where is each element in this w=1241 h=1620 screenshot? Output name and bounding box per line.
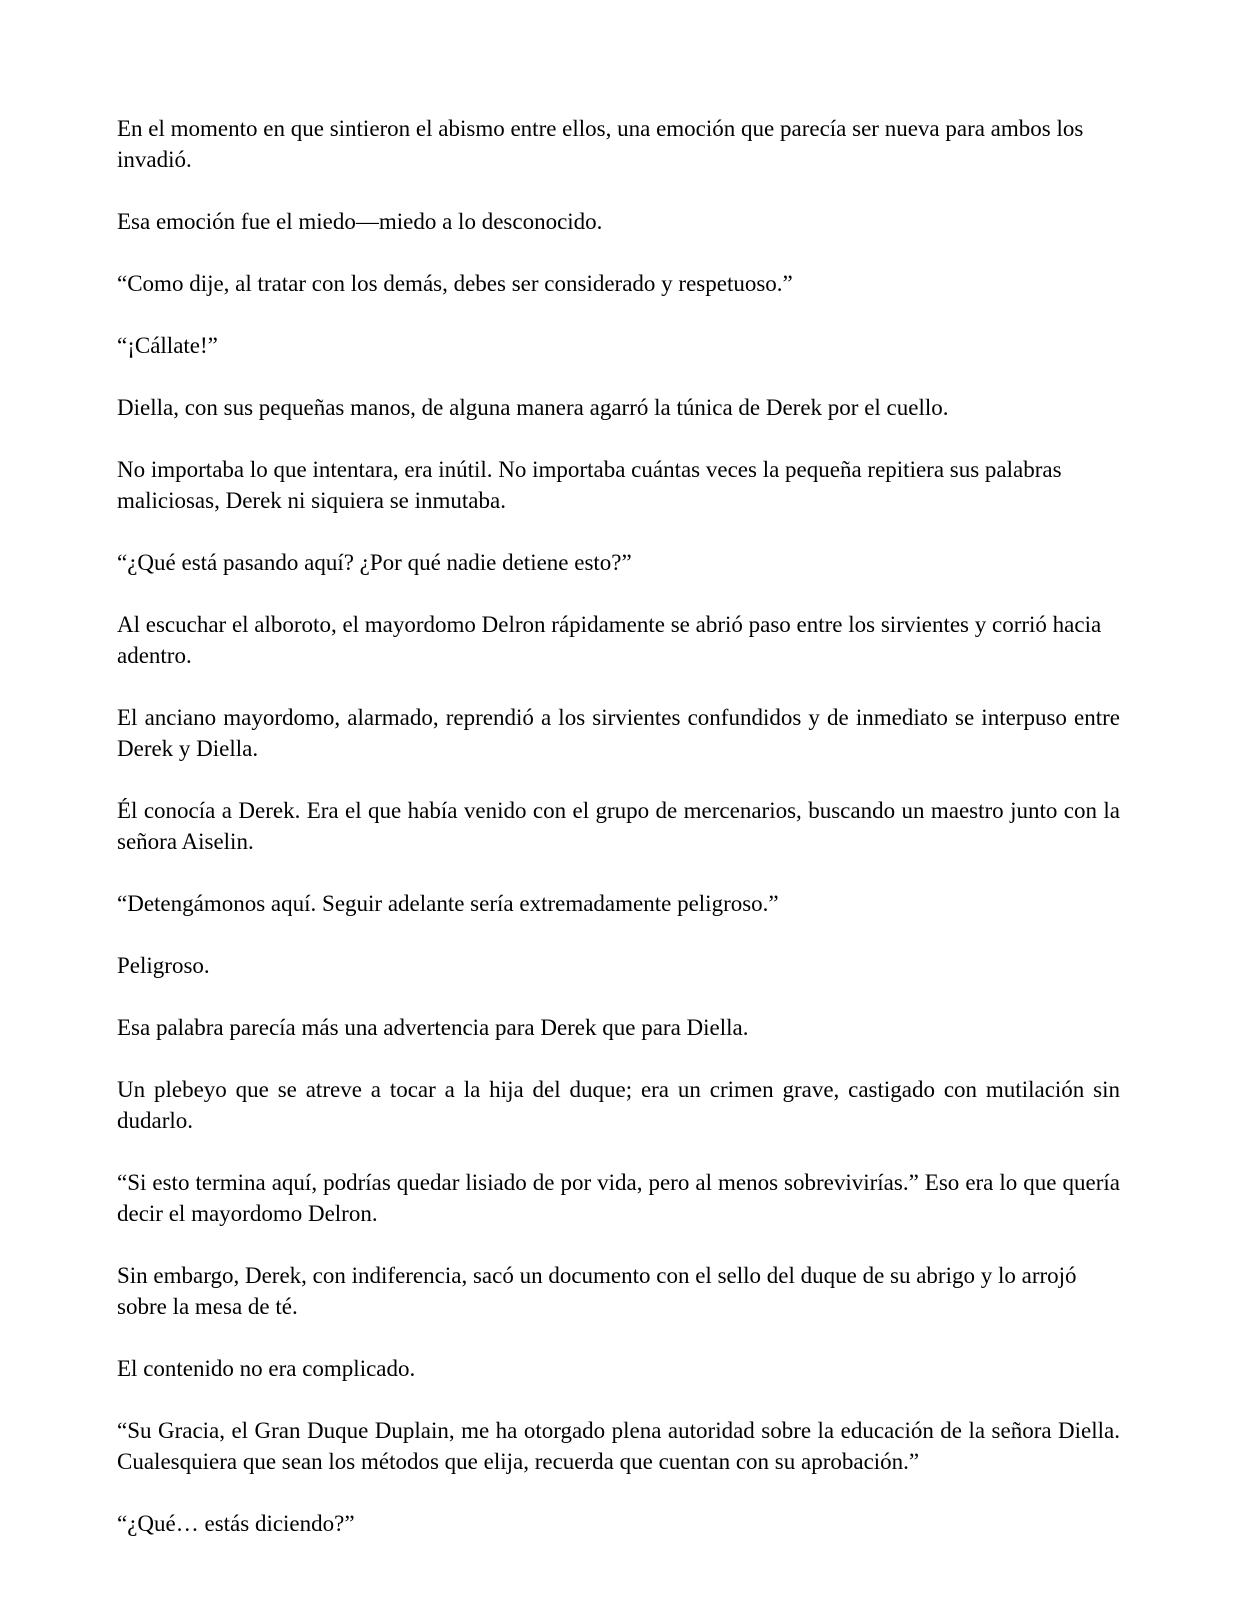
paragraph-3: “Como dije, al tratar con los demás, debes ser considerado y respetuoso.” — [117, 271, 793, 296]
paragraph-6: No importaba lo que intentara, era inútil. No importaba cuántas veces la pequeña repitiera sus palabras maliciosas, Derek ni siquiera se inmutaba. — [117, 457, 1062, 513]
paragraph-2: Esa emoción fue el miedo—miedo a lo desconocido. — [117, 209, 603, 234]
paragraph-9: El anciano mayordomo, alarmado, reprendió a los sirvientes confundidos y de inmediato se interpuso entre Derek y Diella. — [117, 705, 1120, 761]
paragraph-5: Diella, con sus pequeñas manos, de alguna manera agarró la túnica de Derek por el cuello. — [117, 395, 949, 420]
paragraph-13: Esa palabra parecía más una advertencia para Derek que para Diella. — [117, 1015, 749, 1040]
paragraph-17: El contenido no era complicado. — [117, 1356, 416, 1381]
paragraph-7: “¿Qué está pasando aquí? ¿Por qué nadie detiene esto?” — [117, 550, 632, 575]
paragraph-19: “¿Qué… estás diciendo?” — [117, 1511, 355, 1536]
paragraph-8: Al escuchar el alboroto, el mayordomo Delron rápidamente se abrió paso entre los sirvientes y corrió hacia adentro. — [117, 612, 1102, 668]
paragraph-14: Un plebeyo que se atreve a tocar a la hija del duque; era un crimen grave, castigado con mutilación sin dudarlo. — [117, 1077, 1120, 1133]
paragraph-12: Peligroso. — [117, 953, 210, 978]
paragraph-11: “Detengámonos aquí. Seguir adelante sería extremadamente peligroso.” — [117, 891, 779, 916]
paragraph-1: En el momento en que sintieron el abismo entre ellos, una emoción que parecía ser nueva para ambos los invadió. — [117, 116, 1084, 172]
paragraph-15: “Si esto termina aquí, podrías quedar lisiado de por vida, pero al menos sobrevivirías.” Eso era lo que quería decir el mayordomo Delron. — [117, 1170, 1120, 1226]
paragraph-18: “Su Gracia, el Gran Duque Duplain, me ha otorgado plena autoridad sobre la educación de la señora Diella. Cualesquiera que sean los métodos que elija, recuerda que cuentan con su aprobación.” — [117, 1418, 1120, 1474]
paragraph-16: Sin embargo, Derek, con indiferencia, sacó un documento con el sello del duque de su abrigo y lo arrojó sobre la mesa de té. — [117, 1263, 1077, 1319]
paragraph-4: “¡Cállate!” — [117, 333, 218, 358]
document-page — [117, 113, 1120, 1570]
paragraph-10: Él conocía a Derek. Era el que había venido con el grupo de mercenarios, buscando un maestro junto con la señora Aiselin. — [117, 798, 1120, 854]
